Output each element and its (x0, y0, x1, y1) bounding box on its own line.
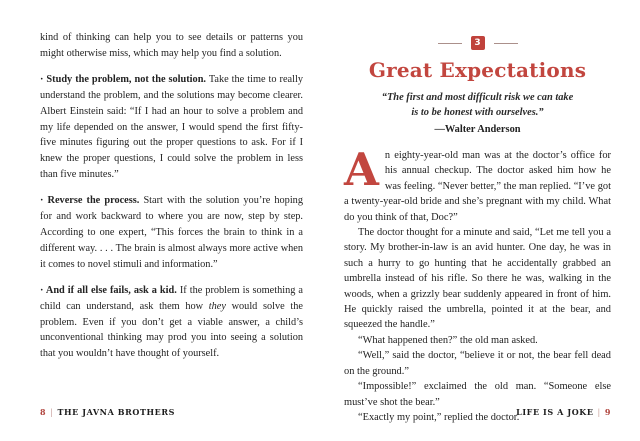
bullet-paragraph-reverse (40, 193, 303, 273)
footer-book-authors: THE JAVNA BROTHERS (57, 407, 175, 417)
paragraph: The doctor thought for a minute and said, “Let me tell you a story. My brother-in-law is an avid hunter. One day, he was in such a hurry to go hunting that he accidentally grabbed an umbrella instead of his rifle. So there he was, walking in the woods, when a grizzly bear suddenly appeared in front of him. He quickly raised the umbrella, pointed it at the bear, and squeezed the handle.” (344, 227, 611, 331)
paragraph-text: Start with the solution you’re hoping for and work backward to where you are now, step by step. According to one expert, “This forces the brain to think in a different way. . . . The brain is almost always more active when it comes to novel stimuli and information.” (40, 195, 303, 270)
chapter-ornament (344, 36, 611, 50)
chapter-body (344, 143, 611, 425)
paragraph: “Exactly my point,” replied the doctor. (358, 411, 520, 423)
emphasized-word: they (208, 300, 226, 312)
drop-cap: A (344, 143, 379, 196)
chapter-title: Great Expectations (368, 58, 587, 82)
paragraph-text: If the problem is something a child can understand, ask them how (40, 284, 303, 312)
bullet-lead: · And if all else fails, ask a kid. (40, 284, 177, 296)
page-number: 8 (40, 407, 47, 417)
paragraph: “Impossible!” exclaimed the old man. “Someone else must’ve shot the bear.” (344, 381, 611, 408)
footer-separator: | (597, 408, 601, 417)
paragraph-text: would solve the problem. Even if you don’t get a viable answer, a child’s unconventional thinking may prod you into seeing a solution that you wouldn’t have thought of yourself. (40, 300, 303, 360)
epigraph (344, 90, 611, 137)
opening-paragraph (344, 143, 611, 225)
chapter-number-badge: 3 (471, 36, 485, 50)
epigraph-attribution: —Walter Anderson (434, 124, 521, 135)
bullet-paragraph-ask-a-kid (40, 283, 303, 363)
bullet-lead: · Reverse the process. (40, 195, 140, 207)
left-page-footer (40, 407, 175, 417)
dash-ornament (494, 43, 518, 44)
footer-separator: | (50, 408, 54, 417)
paragraph: kind of thinking can help you to see details or patterns you might otherwise miss, which may help you find a solution. (40, 32, 303, 59)
bullet-paragraph-study (40, 72, 303, 183)
paragraph: “What happened then?” the old man asked. (358, 334, 538, 346)
epigraph-line: is to be honest with ourselves.” (411, 107, 544, 118)
dash-ornament (438, 43, 462, 44)
left-page (40, 30, 303, 372)
paragraph-text: Take the time to really understand the problem, and the solutions may become clearer. Albert Einstein said: “If I had an hour to solve a problem and my life depended on the answer, I would spend the first fifty-five minutes figuring out the proper questions to ask. For if I knew the proper questions, I could solve the problem in less than five minutes.” (40, 73, 303, 181)
footer-book-title: LIFE IS A JOKE (516, 407, 594, 417)
right-page (344, 30, 611, 425)
right-page-footer (344, 407, 611, 417)
page-number: 9 (604, 407, 611, 417)
epigraph-line: “The first and most difficult risk we can take (381, 92, 574, 103)
paragraph: “Well,” said the doctor, “believe it or not, the bear fell dead on the ground.” (344, 350, 611, 377)
bullet-lead: · Study the problem, not the solution. (40, 73, 206, 85)
paragraph-text: n eighty-year-old man was at the doctor’s office for his annual checkup. The doctor asked him how he was feeling. “Never better,” the man replied. “I’ve got a twenty-year-old bride and she’s pregnant with my child. What do you think of that, Doc?” (344, 150, 611, 223)
